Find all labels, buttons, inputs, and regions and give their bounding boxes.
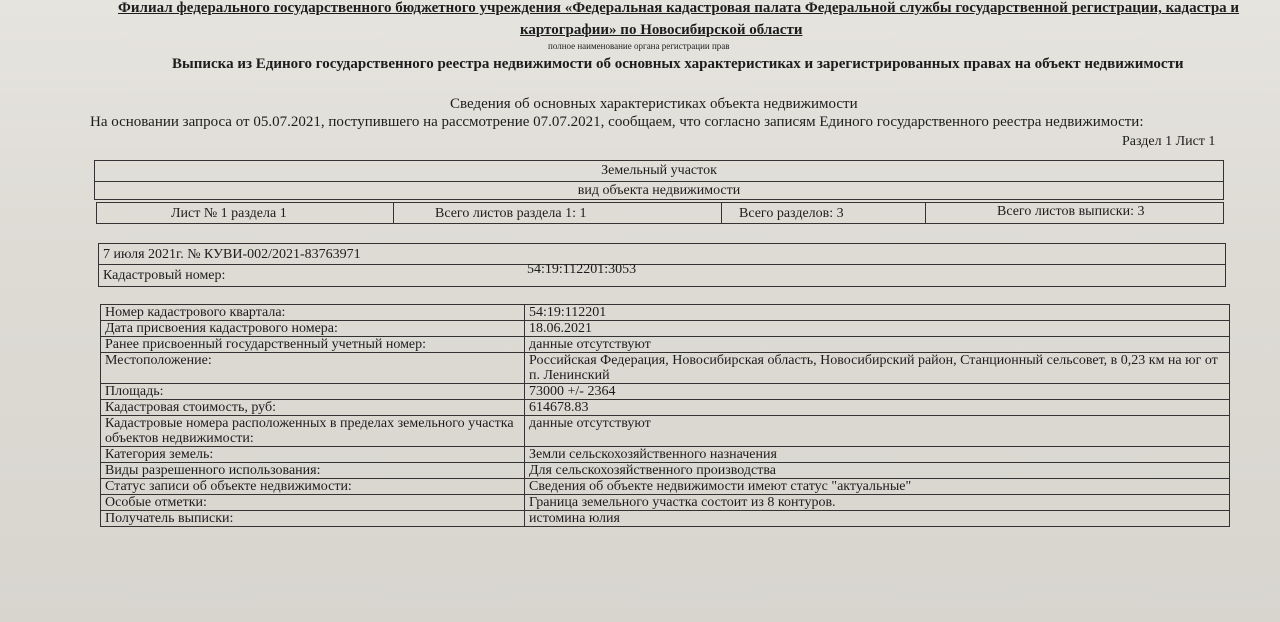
sections-total: Всего разделов: 3 — [739, 206, 844, 221]
row-value: 54:19:112201 — [525, 305, 1230, 321]
row-label: Ранее присвоенный государственный учетный номер: — [101, 337, 525, 353]
org-name-line2: картографии» по Новосибирской области — [520, 22, 803, 38]
cadastral-number-value: 54:19:112201:3053 — [527, 262, 637, 277]
org-name-caption: полное наименование органа регистрации прав — [548, 41, 730, 51]
document-subtitle: Сведения об основных характеристиках объекта недвижимости — [450, 96, 858, 112]
row-value: данные отсутствуют — [525, 416, 1230, 447]
table-row — [101, 305, 1230, 321]
table-row — [101, 337, 1230, 353]
row-label: Виды разрешенного использования: — [101, 463, 525, 479]
table-row — [101, 321, 1230, 337]
object-type-caption: вид объекта недвижимости — [577, 183, 741, 198]
table-row — [101, 511, 1230, 527]
row-label: Категория земель: — [101, 447, 525, 463]
row-value: 73000 +/- 2364 — [525, 384, 1230, 400]
table-row — [101, 400, 1230, 416]
row-label: Статус записи об объекте недвижимости: — [101, 479, 525, 495]
table-row — [101, 447, 1230, 463]
row-value: Сведения об объекте недвижимости имеют статус "актуальные" — [525, 479, 1230, 495]
basis-text: На основании запроса от 05.07.2021, поступившего на рассмотрение 07.07.2021, сообщаем, что согласно записям Единого государственного реестра недвижимости: — [90, 114, 1144, 130]
object-type: Земельный участок — [601, 163, 717, 178]
sheet-number: Лист № 1 раздела 1 — [171, 206, 287, 221]
row-value: 614678.83 — [525, 400, 1230, 416]
row-label: Кадастровая стоимость, руб: — [101, 400, 525, 416]
characteristics-table — [100, 304, 1230, 527]
table-row — [101, 384, 1230, 400]
row-value: Для сельскохозяйственного производства — [525, 463, 1230, 479]
row-label: Получатель выписки: — [101, 511, 525, 527]
extract-date-number: 7 июля 2021г. № КУВИ-002/2021-83763971 — [103, 247, 361, 262]
row-value: 18.06.2021 — [525, 321, 1230, 337]
sheet-info-row — [96, 202, 1224, 224]
sheets-in-section: Всего листов раздела 1: 1 — [435, 206, 587, 221]
document-title: Выписка из Единого государственного реестра недвижимости об основных характеристиках и зарегистрированных правах на объект недвижимости — [172, 56, 1184, 72]
row-value: данные отсутствуют — [525, 337, 1230, 353]
table-row — [101, 416, 1230, 447]
table-row — [101, 463, 1230, 479]
table-row — [101, 495, 1230, 511]
row-value: Российская Федерация, Новосибирская область, Новосибирский район, Станционный сельсовет, в 0,23 км на юг от п. Ленинский — [525, 353, 1230, 384]
org-name-line1: Филиал федерального государственного бюджетного учреждения «Федеральная кадастровая палата Федеральной службы государственной регистрации, кадастра и — [118, 0, 1240, 16]
section-reference: Раздел 1 Лист 1 — [1122, 134, 1216, 149]
row-value: истомина юлия — [525, 511, 1230, 527]
cadastral-number-label: Кадастровый номер: — [103, 268, 226, 283]
sheets-total: Всего листов выписки: 3 — [997, 204, 1145, 219]
row-label: Местоположение: — [101, 353, 525, 384]
row-label: Кадастровые номера расположенных в пределах земельного участка объектов недвижимости: — [101, 416, 525, 447]
table-row — [101, 479, 1230, 495]
row-label: Особые отметки: — [101, 495, 525, 511]
row-label: Дата присвоения кадастрового номера: — [101, 321, 525, 337]
row-value: Земли сельскохозяйственного назначения — [525, 447, 1230, 463]
row-value: Граница земельного участка состоит из 8 контуров. — [525, 495, 1230, 511]
cadastral-block — [98, 243, 1226, 287]
object-type-box — [94, 160, 1224, 200]
row-label: Площадь: — [101, 384, 525, 400]
table-row — [101, 353, 1230, 384]
row-label: Номер кадастрового квартала: — [101, 305, 525, 321]
